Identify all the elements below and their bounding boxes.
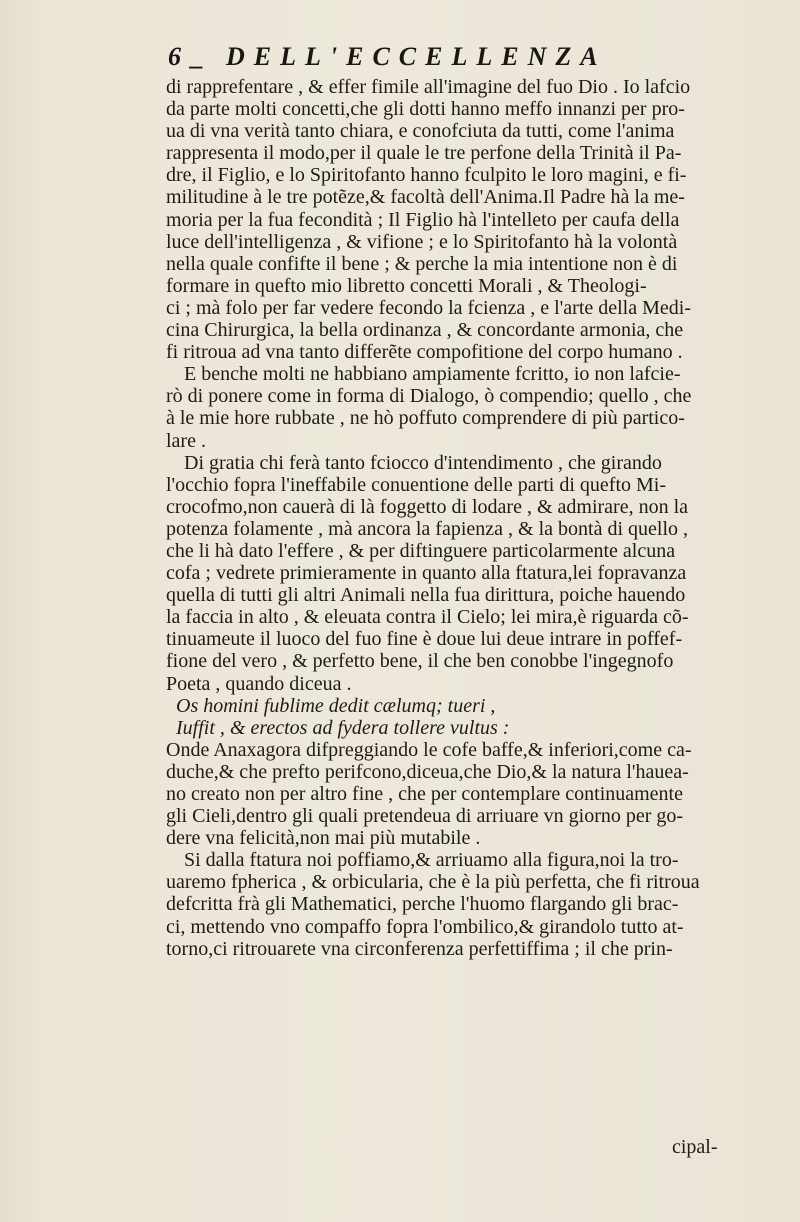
page-number: 6: [168, 42, 181, 71]
text-line: Iuffit , & erectos ad fydera tollere vultus :: [176, 716, 510, 739]
text-line: moria per la fua fecondità ; Il Figlio hà l'intelleto per caufa della: [166, 208, 680, 231]
text-line: formare in quefto mio libretto concetti Morali , & Theologi-: [166, 274, 647, 297]
text-line: Poeta , quando diceua .: [166, 672, 352, 695]
text-line: ci ; mà folo per far vedere fecondo la fcienza , e l'arte della Medi-: [166, 296, 691, 319]
text-line: di rapprefentare , & effer fimile all'imagine del fuo Dio . Io lafcio: [166, 76, 691, 98]
text-line: l'occhio fopra l'ineffabile conuentione delle parti di quefto Mi-: [166, 473, 666, 496]
text-line: no creato non per altro fine , che per contemplare continuamente: [166, 783, 683, 805]
text-line: tinuameute il luoco del fuo fine è doue lui deue intrare in poffef-: [166, 628, 683, 651]
text-line: cina Chirurgica, la bella ordinanza , & concordante armonia, che: [166, 319, 684, 342]
header-title: DELL'ECCELLENZA: [226, 42, 607, 71]
text-line: quella di tutti gli altri Animali nella fua dirittura, poiche hauendo: [166, 584, 686, 607]
text-line: rappresenta il modo,per il quale le tre perfone della Trinità il Pa-: [166, 142, 682, 165]
text-line: E benche molti ne habbiano ampiamente fcritto, io non lafcie-: [184, 363, 681, 386]
text-line: nella quale confifte il bene ; & perche la mia intentione non è di: [166, 252, 678, 275]
text-line: fi ritroua ad vna tanto differẽte compofitione del corpo humano .: [166, 341, 683, 364]
running-header: [168, 42, 688, 78]
header-dash: _: [191, 42, 204, 71]
text-line: Di gratia chi ferà tanto fciocco d'intendimento , che girando: [184, 451, 662, 474]
text-line: ua di vna verità tanto chiara, e conofciuta da tutti, come l'anima: [166, 120, 675, 143]
text-line: militudine à le tre potẽze,& facoltà dell'Anima.Il Padre hà la me-: [166, 186, 685, 209]
catchword: cipal-: [672, 1136, 718, 1158]
text-line: crocofmo,non cauerà di là foggetto di lodare , & admirare, non la: [166, 495, 689, 518]
text-line: potenza folamente , mà ancora la fapienza , & la bontà di quello ,: [166, 517, 689, 540]
text-line: torno,ci ritrouarete vna circonferenza perfettiffima ; il che prin-: [166, 937, 673, 960]
text-line: Os homini fublime dedit cælumq; tueri ,: [176, 694, 496, 717]
text-line: duche,& che prefto perifcono,diceua,che Dio,& la natura l'hauea-: [166, 760, 689, 783]
text-line: da parte molti concetti,che gli dotti hanno meffo innanzi per pro-: [166, 98, 685, 121]
text-line: cofa ; vedrete primieramente in quanto alla ftatura,lei fopravanza: [166, 562, 687, 585]
text-line: luce dell'intelligenza , & vifione ; e lo Spiritofanto hà la volontà: [166, 230, 678, 253]
text-line: lare .: [166, 429, 206, 452]
text-line: rò di ponere come in forma di Dialogo, ò compendio; quello , che: [166, 385, 692, 408]
text-line: Onde Anaxagora difpreggiando le cofe baffe,& inferiori,come ca-: [166, 738, 692, 761]
text-line: dre, il Figlio, e lo Spiritofanto hanno fculpito le loro magini, e fi-: [166, 164, 687, 187]
text-line: gli Cieli,dentro gli quali pretendeua di arriuare vn giorno per go-: [166, 805, 684, 828]
text-line: fione del vero , & perfetto bene, il che ben conobbe l'ingegnofo: [166, 650, 674, 673]
text-line: che li hà dato l'effere , & per diftinguere particolarmente alcuna: [166, 539, 676, 562]
text-line: Si dalla ftatura noi poffiamo,& arriuamo alla figura,noi la tro-: [184, 849, 679, 872]
text-line: dere vna felicità,non mai più mutabile .: [166, 827, 481, 850]
text-line: la faccia in alto , & eleuata contra il Cielo; lei mira,è riguarda cõ-: [166, 606, 689, 629]
text-line: à le mie hore rubbate , ne hò poffuto comprendere di più partico-: [166, 407, 685, 430]
body-text: [166, 76, 756, 960]
text-line: ci, mettendo vno compaffo fopra l'ombilico,& girandolo tutto at-: [166, 915, 684, 938]
text-line: defcritta frà gli Mathematici, perche l'huomo flargando gli brac-: [166, 893, 679, 916]
text-line: uaremo fpherica , & orbicularia, che è la più perfetta, che fi ritroua: [166, 871, 700, 894]
